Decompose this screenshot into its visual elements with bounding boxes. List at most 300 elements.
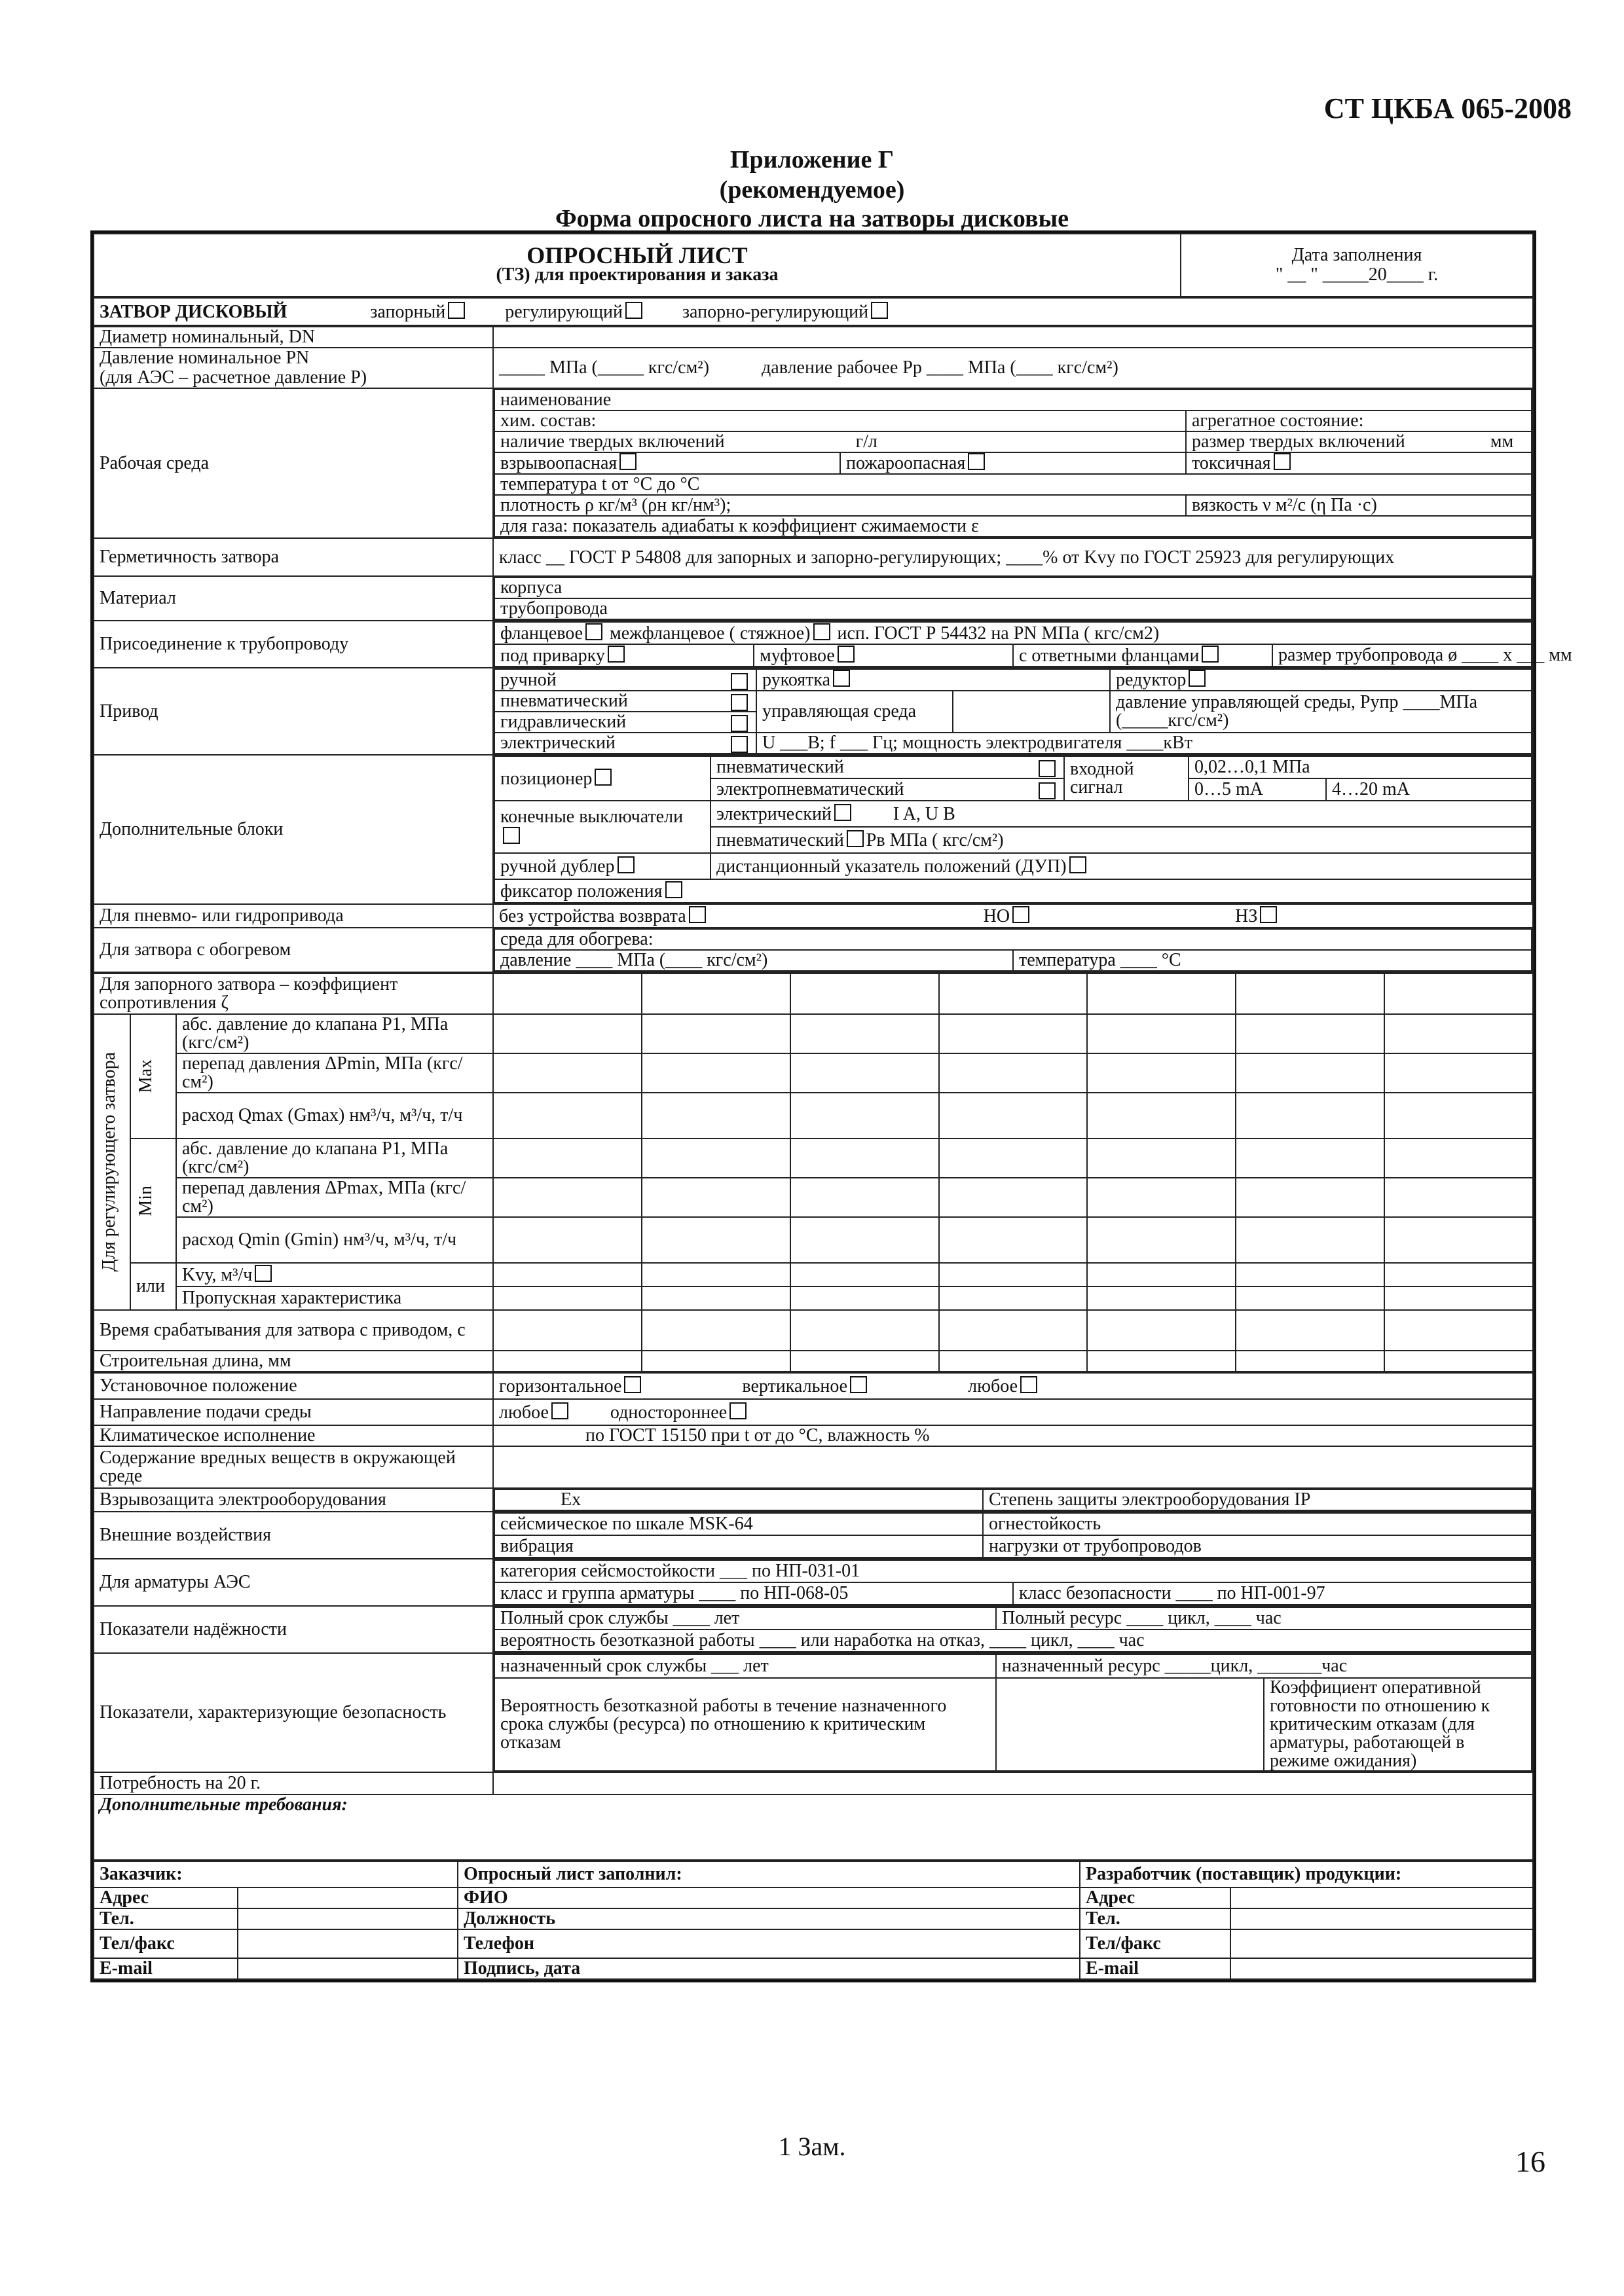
type-shutoff-control-checkbox[interactable]	[871, 302, 888, 319]
need-field[interactable]	[493, 1772, 1533, 1795]
customer-address-label: Адрес	[94, 1887, 238, 1908]
dpmin-v7[interactable]	[1384, 1053, 1533, 1093]
heat-pressure[interactable]: давление ____ МПа (____ кгс/см²)	[494, 950, 1013, 971]
drive-electric-cell	[494, 733, 756, 754]
drive-reducer-cell	[1110, 669, 1532, 691]
weld-cell	[494, 644, 754, 666]
kv-v4[interactable]	[939, 1263, 1088, 1286]
medium-explosive	[494, 452, 840, 474]
char-v3[interactable]	[790, 1286, 939, 1310]
no-label: НО	[983, 905, 1010, 926]
lower-table	[93, 1372, 1534, 1861]
drive-pneum-cell	[494, 691, 756, 712]
dev-tel-label: Тел.	[1080, 1908, 1230, 1929]
explproof-label: Взрывозащита электрооборудования	[94, 1488, 493, 1512]
solids-size-unit: мм	[1490, 431, 1514, 452]
ctrl-medium-field[interactable]	[953, 691, 1110, 733]
customer-label: Заказчик:	[94, 1861, 458, 1887]
medium-label: Рабочая среда	[94, 388, 493, 538]
with-flanges-checkbox[interactable]	[1202, 646, 1219, 663]
solids-label: наличие твердых включений	[500, 431, 725, 452]
material-label: Материал	[94, 576, 493, 621]
medium-aggr[interactable]: агрегатное состояние:	[1186, 410, 1532, 431]
duplicator-cell	[494, 853, 710, 879]
limit-electric-label: электрический	[716, 803, 832, 824]
questionnaire-form	[90, 230, 1572, 1982]
length-v5[interactable]	[1087, 1351, 1236, 1372]
p1-v6[interactable]	[1236, 1014, 1384, 1053]
harmful-field[interactable]	[493, 1446, 1533, 1488]
wafer-checkbox[interactable]	[813, 623, 830, 640]
pos-pneum-label: пневматический	[716, 757, 844, 777]
appendix-title: Приложение Г	[729, 146, 895, 173]
coupling-checkbox[interactable]	[838, 646, 855, 663]
length-v2[interactable]	[642, 1351, 790, 1372]
pipeloads-field[interactable]: нагрузки от трубопроводов	[983, 1535, 1532, 1558]
pn-label	[94, 348, 493, 388]
p1b-v6[interactable]	[1236, 1139, 1384, 1178]
customer-email-label: E-mail	[94, 1958, 238, 1979]
time-v5[interactable]	[1087, 1310, 1236, 1351]
dup-label: дистанционный указатель положений (ДУП)	[716, 856, 1067, 877]
appendix-note: (рекомендуемое)	[719, 176, 905, 204]
ctrl-medium-label: управляющая среда	[756, 691, 953, 733]
dpmax-v5[interactable]	[1087, 1178, 1236, 1217]
drive-hydr-checkbox[interactable]	[731, 715, 748, 732]
drive-electric-label: электрический	[500, 733, 616, 753]
explproof-cell	[493, 1488, 1533, 1512]
reg-side-cell	[94, 1014, 130, 1310]
fire-checkbox[interactable]	[968, 453, 985, 470]
seis-cat-field[interactable]: категория сейсмостойкости ___ по НП-031-01	[494, 1560, 1532, 1582]
dpmax-v7[interactable]	[1384, 1178, 1533, 1217]
fixator-label: фиксатор положения	[500, 881, 663, 902]
p1b-v7[interactable]	[1384, 1139, 1533, 1178]
positioner-cell	[494, 756, 710, 801]
pn-field[interactable]	[493, 348, 1533, 388]
pr-value[interactable]: давление рабочее Pр ____ МПа (____ кгс/см²)	[762, 357, 1118, 378]
drive-reducer-checkbox[interactable]	[1189, 670, 1206, 687]
date-cell[interactable]	[1181, 234, 1533, 297]
dpmin-v1[interactable]	[493, 1053, 642, 1093]
pn-value[interactable]: _____ МПа (_____ кгс/см²)	[499, 357, 710, 378]
external-cell	[493, 1512, 1533, 1559]
p1b-v4[interactable]	[939, 1139, 1088, 1178]
assigned-res-field[interactable]: назначенный ресурс _____цикл, _______час	[996, 1654, 1532, 1678]
char-v7[interactable]	[1384, 1286, 1533, 1310]
class-group-field[interactable]: класс и группа арматуры ____ по НП-068-05	[494, 1582, 1013, 1605]
main-table	[93, 326, 1572, 973]
qmin-v2[interactable]	[642, 1217, 790, 1263]
drive-reducer-label: редуктор	[1116, 670, 1187, 690]
medium-solids[interactable]	[494, 431, 1186, 452]
safety-label: Показатели, характеризующие безопасность	[94, 1653, 493, 1772]
safety-subtable	[494, 1654, 1532, 1772]
qmax-v3[interactable]	[790, 1093, 939, 1139]
drive-electric-params[interactable]: U ___В; f ___ Гц; мощность электродвигателя ____кВт	[756, 733, 1532, 754]
customer-email-field[interactable]	[238, 1958, 458, 1979]
change-note: 1 Зам.	[778, 2132, 846, 2161]
dev-address-field[interactable]	[1230, 1887, 1533, 1908]
harmful-label: Содержание вредных веществ в окружающей среде	[94, 1446, 493, 1488]
p1b-label: абс. давление до клапана P1, МПа (кгс/см²)	[176, 1139, 493, 1178]
signal-3[interactable]: 4…20 mA	[1326, 778, 1532, 801]
p1-v7[interactable]	[1384, 1014, 1533, 1053]
p1b-v2[interactable]	[642, 1139, 790, 1178]
dpmin-label: перепад давления ΔPmin, МПа (кгс/см²)	[176, 1053, 493, 1093]
length-v1[interactable]	[493, 1351, 642, 1372]
char-label: Пропускная характеристика	[176, 1286, 493, 1310]
developer-label: Разработчик (поставщик) продукции:	[1080, 1861, 1533, 1887]
coupling-cell	[754, 644, 1013, 666]
positioner-label: позиционер	[500, 768, 593, 789]
safety-cell	[493, 1653, 1533, 1772]
limit-switch-checkbox[interactable]	[503, 827, 520, 844]
prob-crit-value[interactable]	[996, 1678, 1264, 1771]
any-checkbox[interactable]	[1020, 1376, 1037, 1393]
char-v1[interactable]	[493, 1286, 642, 1310]
safety-class-field[interactable]: класс безопасности ____ по НП-001-97	[1013, 1582, 1532, 1605]
service-life-field[interactable]: Полный срок службы ____ лет	[494, 1607, 996, 1630]
zeta-v7[interactable]	[1384, 974, 1533, 1014]
type-row-table	[93, 297, 1534, 326]
length-label: Строительная длина, мм	[94, 1351, 493, 1372]
qmax-v6[interactable]	[1236, 1093, 1384, 1139]
type-shutoff-label: запорный	[370, 301, 446, 322]
char-v4[interactable]	[939, 1286, 1088, 1310]
qmax-v7[interactable]	[1384, 1093, 1533, 1139]
external-label: Внешние воздействия	[94, 1512, 493, 1559]
type-control-checkbox[interactable]	[625, 302, 642, 319]
npp-cell	[493, 1559, 1533, 1606]
dup-checkbox[interactable]	[1069, 856, 1086, 873]
qmin-v3[interactable]	[790, 1217, 939, 1263]
dev-email-label: E-mail	[1080, 1958, 1230, 1979]
qmin-label: расход Qmin (Gmin) нм³/ч, м³/ч, т/ч	[176, 1217, 493, 1263]
limit-electric-params[interactable]: I A, U B	[893, 803, 955, 824]
need-label: Потребность на 20 г.	[94, 1772, 493, 1795]
customer-address-field[interactable]	[238, 1887, 458, 1908]
dpmax-v2[interactable]	[642, 1178, 790, 1217]
prob-field[interactable]: вероятность безотказной работы ____ или наработка на отказ, ____ цикл, ____ час	[494, 1630, 1532, 1652]
customer-telfax-label: Тел/факс	[94, 1929, 238, 1958]
kv-v3[interactable]	[790, 1263, 939, 1286]
dpmin-v4[interactable]	[939, 1053, 1088, 1093]
install-label: Установочное положение	[94, 1373, 493, 1399]
dev-telfax-label: Тел/факс	[1080, 1929, 1230, 1958]
time-v1[interactable]	[493, 1310, 642, 1351]
zeta-v4[interactable]	[939, 974, 1088, 1014]
zeta-v6[interactable]	[1236, 974, 1384, 1014]
connection-row-1	[494, 622, 1532, 644]
min-cell	[130, 1139, 176, 1263]
full-resource-field[interactable]: Полный ресурс ____ цикл, ____ час	[996, 1607, 1532, 1630]
pn-title: Давление номинальное PN	[100, 348, 310, 368]
material-pipe[interactable]: трубопровода	[494, 598, 1532, 619]
kv-cell	[176, 1263, 493, 1286]
dn-field[interactable]	[493, 327, 1533, 348]
pn-note: (для АЭС – расчетное давление P)	[100, 367, 367, 388]
no-return-label: без устройства возврата	[499, 905, 686, 926]
vert-checkbox[interactable]	[850, 1376, 867, 1393]
limit-pneum-checkbox[interactable]	[847, 830, 864, 847]
medium-solids-size[interactable]	[1186, 431, 1532, 452]
dpmax-v4[interactable]	[939, 1178, 1088, 1217]
form-title: Форма опросного листа на затворы дисковые	[555, 205, 1069, 232]
drive-electric-checkbox[interactable]	[731, 736, 748, 753]
medium-density[interactable]: плотность ρ кг/м³ (ρн кг/нм³);	[494, 495, 1186, 516]
medium-subtable	[494, 389, 1532, 538]
limit-pneum-params[interactable]: Pв МПа ( кгс/см²)	[866, 829, 1004, 850]
max-label: Max	[136, 1059, 156, 1093]
heated-subtable	[494, 928, 1532, 972]
drive-cell	[493, 668, 1533, 755]
drive-pneum-checkbox[interactable]	[731, 694, 748, 711]
duplicator-label: ручной дублер	[500, 856, 615, 877]
p1-v4[interactable]	[939, 1014, 1088, 1053]
connection-cell	[493, 621, 1572, 668]
positioner-checkbox[interactable]	[595, 769, 612, 786]
drive-manual-checkbox[interactable]	[731, 673, 748, 690]
p1b-v3[interactable]	[790, 1139, 939, 1178]
qmin-v1[interactable]	[493, 1217, 642, 1263]
solids-unit: г/л	[855, 431, 877, 452]
tightness-field[interactable]: класс __ ГОСТ Р 54808 для запорных и запорно-регулирующих; ____% от Kvy по ГОСТ 25923 для регулирующих	[493, 538, 1533, 576]
p1b-v5[interactable]	[1087, 1139, 1236, 1178]
questionnaire-title: ОПРОСНЫЙ ЛИСТ	[526, 242, 748, 268]
nz-checkbox[interactable]	[1260, 906, 1277, 923]
drive-handle-checkbox[interactable]	[833, 670, 850, 687]
kv-v2[interactable]	[642, 1263, 790, 1286]
connection-subtable	[494, 621, 1572, 667]
seismic-field[interactable]: сейсмическое по шкале MSK-64	[494, 1513, 983, 1535]
signal-1[interactable]: 0,02…0,1 МПа	[1189, 756, 1532, 778]
qmin-v5[interactable]	[1087, 1217, 1236, 1263]
qmax-v4[interactable]	[939, 1093, 1088, 1139]
fire-label: пожароопасная	[846, 453, 966, 473]
medium-viscosity[interactable]: вязкость ν м²/с (η Па ·с)	[1186, 495, 1532, 516]
drive-hydr-label: гидравлический	[500, 712, 627, 732]
limit-electric-checkbox[interactable]	[834, 804, 851, 821]
phone-label[interactable]: Телефон	[458, 1929, 1080, 1958]
date-value[interactable]: " __ " _____20____ г.	[1275, 264, 1439, 285]
drive-subtable	[494, 668, 1532, 754]
drive-hydr-cell	[494, 712, 756, 733]
p1-v5[interactable]	[1087, 1014, 1236, 1053]
qmin-v7[interactable]	[1384, 1217, 1533, 1263]
limit-electric-cell	[710, 801, 1532, 827]
drive-handle-cell	[756, 669, 1110, 691]
pos-pneum-checkbox[interactable]	[1039, 760, 1056, 777]
standard-code: СТ ЦКБА 065-2008	[1323, 92, 1572, 124]
contacts-table	[93, 1861, 1534, 1980]
length-v4[interactable]	[939, 1351, 1088, 1372]
dpmax-v6[interactable]	[1236, 1178, 1384, 1217]
climate-field[interactable]: по ГОСТ 15150 при t от до °С, влажность %	[493, 1425, 1533, 1446]
ip-field[interactable]: Степень защиты электрооборудования IP	[983, 1489, 1532, 1510]
length-v6[interactable]	[1236, 1351, 1384, 1372]
isp-label[interactable]: исп. ГОСТ Р 54432 на PN МПа ( кгс/см2)	[837, 623, 1160, 644]
material-body[interactable]: корпуса	[494, 577, 1532, 598]
drive-label: Привод	[94, 668, 493, 755]
valve-type-label: ЗАТВОР ДИСКОВЫЙ	[100, 301, 287, 322]
vibration-field[interactable]: вибрация	[494, 1535, 983, 1558]
length-v3[interactable]	[790, 1351, 939, 1372]
time-v7[interactable]	[1384, 1310, 1533, 1351]
with-flanges-cell	[1013, 644, 1272, 666]
flange-checkbox[interactable]	[585, 623, 602, 640]
kv-v7[interactable]	[1384, 1263, 1533, 1286]
dpmin-v6[interactable]	[1236, 1053, 1384, 1093]
kv-v5[interactable]	[1087, 1263, 1236, 1286]
reliability-cell	[493, 1606, 1533, 1653]
regulating-table	[93, 973, 1534, 1372]
external-subtable	[494, 1512, 1532, 1558]
char-v6[interactable]	[1236, 1286, 1384, 1310]
dup-cell	[710, 853, 1532, 879]
pipe-size-cell[interactable]: размер трубопровода ø ____ х ___ мм	[1272, 644, 1532, 666]
drive-manual-label: ручной	[500, 669, 557, 690]
heat-temp[interactable]: температура ____ °С	[1013, 950, 1532, 971]
horiz-checkbox[interactable]	[624, 1376, 641, 1393]
kv-checkbox[interactable]	[255, 1265, 272, 1282]
pos-ep-checkbox[interactable]	[1039, 782, 1056, 799]
medium-name[interactable]: наименование	[494, 390, 1532, 410]
time-v6[interactable]	[1236, 1310, 1384, 1351]
toxic-checkbox[interactable]	[1274, 453, 1291, 470]
type-control-label: регулирующий	[505, 301, 623, 322]
kv-label: Kvу, м³/ч	[182, 1264, 253, 1285]
kv-v6[interactable]	[1236, 1263, 1384, 1286]
heat-medium[interactable]: среда для обогрева:	[494, 929, 1532, 950]
pneum-drive-label: Для пневмо- или гидропривода	[94, 904, 493, 928]
weld-checkbox[interactable]	[608, 646, 625, 663]
limit-pneum-label: пневматический	[716, 829, 844, 850]
form-header-cell	[94, 234, 1181, 297]
dpmin-v2[interactable]	[642, 1053, 790, 1093]
flow-any-checkbox[interactable]	[551, 1402, 568, 1419]
zeta-v1[interactable]	[493, 974, 642, 1014]
max-cell	[130, 1014, 176, 1139]
dpmax-v3[interactable]	[790, 1178, 939, 1217]
medium-gas[interactable]: для газа: показатель адиабаты к коэффициент сжимаемости ε	[494, 516, 1532, 537]
fixator-cell	[494, 879, 1532, 903]
pos-pneum-cell	[710, 756, 1064, 778]
dpmax-v1[interactable]	[493, 1178, 642, 1217]
limit-switch-label: конечные выключатели	[500, 806, 684, 827]
blocks-cell	[493, 755, 1533, 904]
medium-fire	[840, 452, 1186, 474]
dpmax-label: перепад давления ΔPmax, МПа (кгс/см²)	[176, 1178, 493, 1217]
fixator-checkbox[interactable]	[665, 881, 682, 898]
p1-v3[interactable]	[790, 1014, 939, 1053]
limit-pneum-cell	[710, 827, 1532, 853]
qmax-v5[interactable]	[1087, 1093, 1236, 1139]
assigned-life-field[interactable]: назначенный срок службы ___ лет	[494, 1654, 996, 1678]
dev-email-field[interactable]	[1230, 1958, 1533, 1979]
explosive-label: взрывоопасная	[500, 453, 618, 473]
toxic-label: токсичная	[1192, 453, 1271, 473]
ctrl-pressure[interactable]: давление управляющей среды, Pупр ____МПа (_____кгс/см²)	[1110, 691, 1532, 733]
medium-temp[interactable]: температура t от °C до °C	[494, 474, 1532, 495]
drive-manual-cell	[494, 669, 756, 691]
reg-side-label: Для регулирующего затвора	[99, 1052, 119, 1272]
oneway-checkbox[interactable]	[729, 1402, 747, 1419]
horiz-label: горизонтальное	[499, 1376, 622, 1396]
coupling-label: муфтовое	[760, 645, 835, 666]
p1-v1[interactable]	[493, 1014, 642, 1053]
tightness-label: Герметичность затвора	[94, 538, 493, 576]
extra-requirements[interactable]: Дополнительные требования:	[94, 1795, 1533, 1860]
climate-label: Климатическое исполнение	[94, 1425, 493, 1446]
p1-v2[interactable]	[642, 1014, 790, 1053]
explosive-checkbox[interactable]	[619, 453, 637, 470]
weld-label: под приварку	[500, 645, 605, 666]
dev-telfax-field[interactable]	[1230, 1929, 1533, 1958]
blocks-label: Дополнительные блоки	[94, 755, 493, 904]
char-v5[interactable]	[1087, 1286, 1236, 1310]
vert-label: вертикальное	[742, 1376, 848, 1396]
kv-v1[interactable]	[493, 1263, 642, 1286]
qmin-v4[interactable]	[939, 1217, 1088, 1263]
length-v7[interactable]	[1384, 1351, 1533, 1372]
fio-label[interactable]: ФИО	[458, 1887, 1080, 1908]
dpmin-v5[interactable]	[1087, 1053, 1236, 1093]
dev-tel-field[interactable]	[1230, 1908, 1533, 1929]
time-v2[interactable]	[642, 1310, 790, 1351]
with-flanges-label: с ответными фланцами	[1019, 645, 1200, 666]
zeta-v2[interactable]	[642, 974, 790, 1014]
qmax-v2[interactable]	[642, 1093, 790, 1139]
char-v2[interactable]	[642, 1286, 790, 1310]
ex-field[interactable]: Ex	[494, 1489, 983, 1510]
fireres-field[interactable]: огнестойкость	[983, 1513, 1532, 1535]
duplicator-checkbox[interactable]	[618, 856, 635, 873]
medium-chem[interactable]: хим. состав:	[494, 410, 1186, 431]
type-shutoff-checkbox[interactable]	[448, 302, 465, 319]
dpmin-v3[interactable]	[790, 1053, 939, 1093]
sign-label[interactable]: Подпись, дата	[458, 1958, 1080, 1979]
customer-tel-field[interactable]	[238, 1908, 458, 1929]
questionnaire-subtitle: (ТЗ) для проектирования и заказа	[496, 264, 779, 285]
reliability-subtable	[494, 1607, 1532, 1652]
qmax-v1[interactable]	[493, 1093, 642, 1139]
pos-ep-label: электропневматический	[716, 779, 904, 799]
flow-any-label: любое	[499, 1402, 549, 1423]
qmin-v6[interactable]	[1236, 1217, 1384, 1263]
solids-size-label: размер твердых включений	[1192, 431, 1405, 452]
zeta-v5[interactable]	[1087, 974, 1236, 1014]
zeta-v3[interactable]	[790, 974, 939, 1014]
no-return-checkbox[interactable]	[689, 906, 706, 923]
p1b-v1[interactable]	[493, 1139, 642, 1178]
limit-switch-cell	[494, 801, 710, 853]
prob-crit-field[interactable]: Вероятность безотказной работы в течение назначенного срока службы (ресурса) по отношению к критическим отказам	[494, 1678, 996, 1771]
connection-label: Присоединение к трубопроводу	[94, 621, 493, 668]
type-shutoff-control-label: запорно-регулирующий	[682, 301, 869, 322]
wafer-label: межфланцевое ( стяжное)	[610, 623, 811, 644]
no-checkbox[interactable]	[1012, 906, 1029, 923]
time-v4[interactable]	[939, 1310, 1088, 1351]
time-v3[interactable]	[790, 1310, 939, 1351]
material-subtable	[494, 577, 1532, 620]
readiness-field[interactable]: Коэффициент оперативной готовности по отношению к критическим отказам (для арматуры, работающей в режиме ожидания)	[1264, 1678, 1532, 1771]
heated-cell	[493, 928, 1533, 972]
position-label[interactable]: Должность	[458, 1908, 1080, 1929]
customer-telfax-field[interactable]	[238, 1929, 458, 1958]
pneum-drive-cell	[493, 904, 1533, 928]
signal-2[interactable]: 0…5 mA	[1189, 778, 1326, 801]
